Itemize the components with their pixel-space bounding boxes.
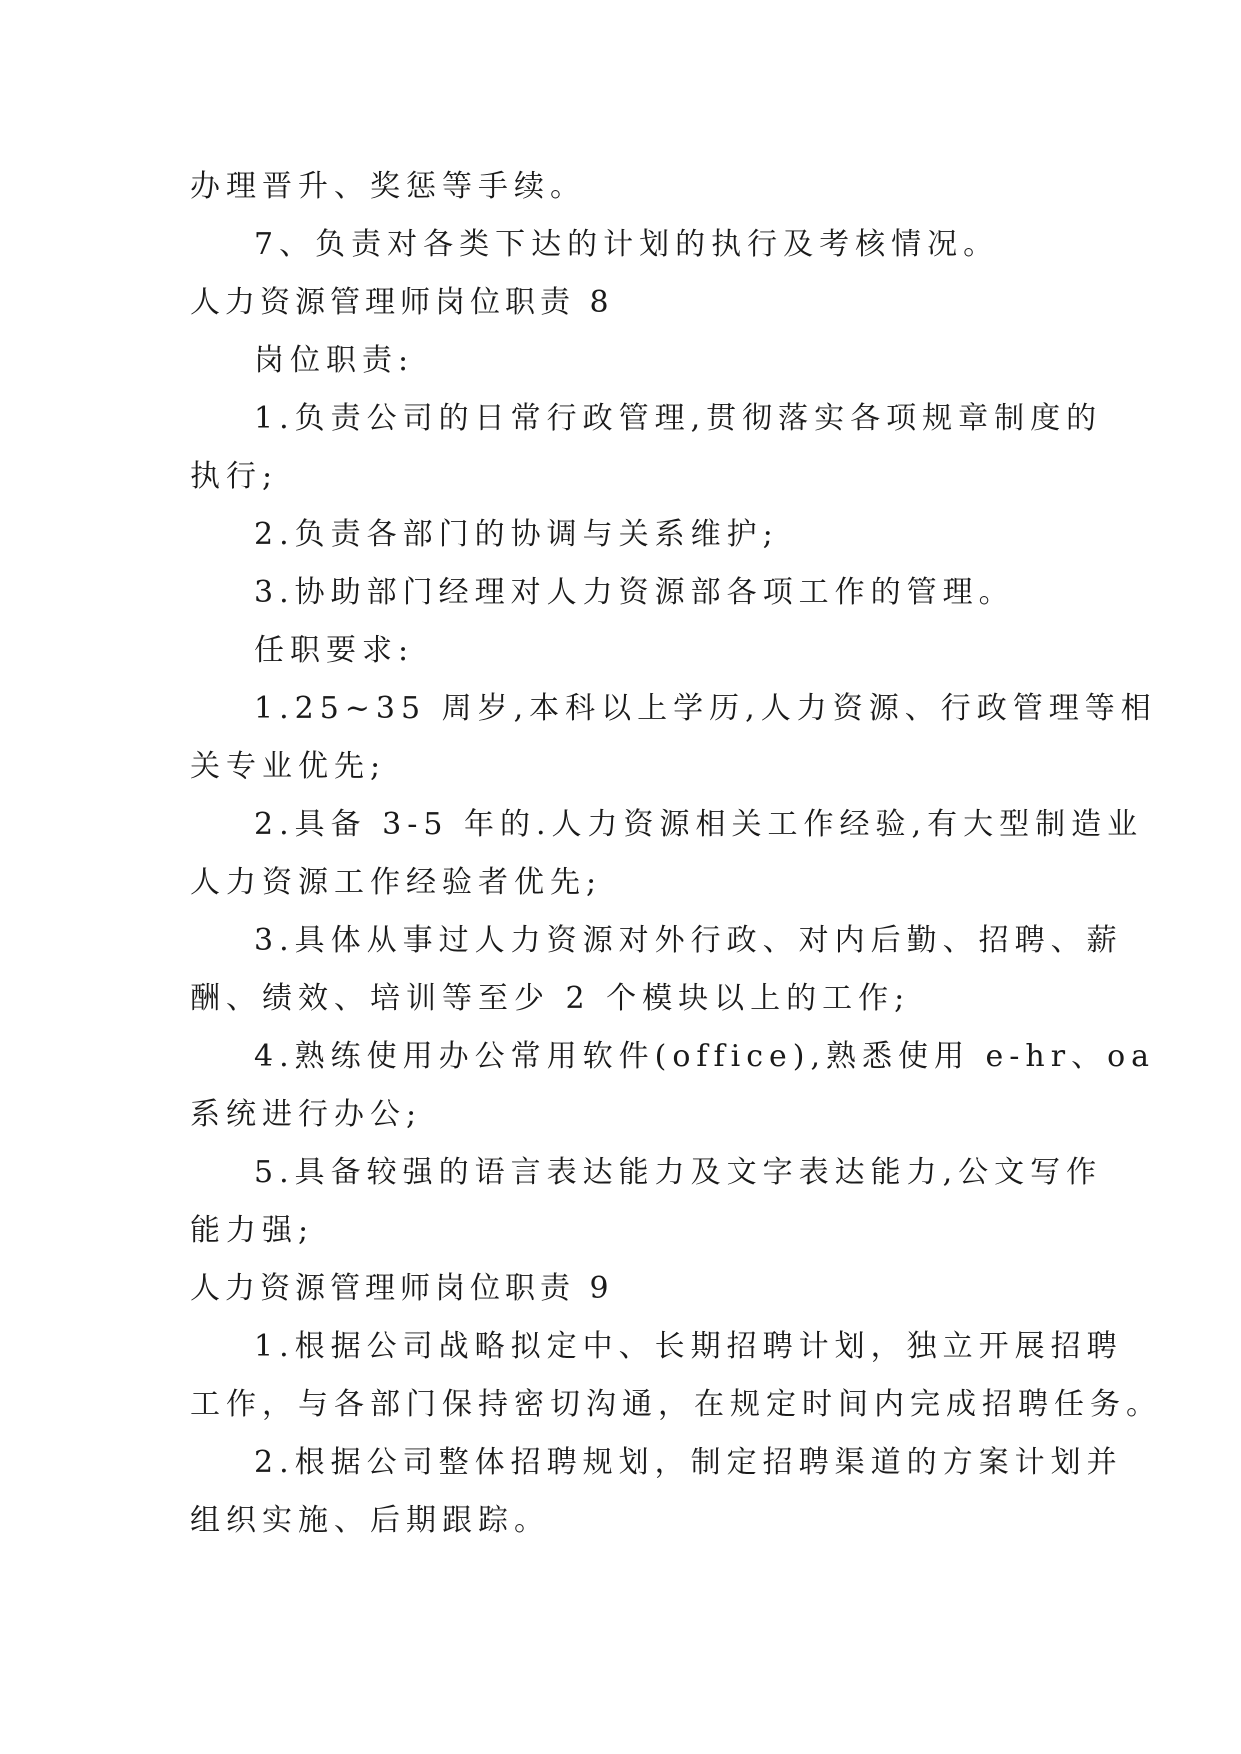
text-line: 3.协助部门经理对人力资源部各项工作的管理。 xyxy=(254,575,1015,610)
section-heading: 人力资源管理师岗位职责 9 xyxy=(190,1271,614,1306)
text-line: 1.根据公司战略拟定中、长期招聘计划，独立开展招聘 xyxy=(254,1329,1123,1364)
text-line: 3.具体从事过人力资源对外行政、对内后勤、招聘、薪 xyxy=(254,923,1123,958)
text-line: 工作，与各部门保持密切沟通，在规定时间内完成招聘任务。 xyxy=(190,1387,1162,1422)
text-line: 2.负责各部门的协调与关系维护; xyxy=(254,517,779,552)
text-line: 组织实施、后期跟踪。 xyxy=(190,1503,550,1538)
text-line: 4.熟练使用办公常用软件(office),熟悉使用 e-hr、oa xyxy=(254,1039,1156,1074)
text-line: 2.具备 3-5 年的.人力资源相关工作经验,有大型制造业 xyxy=(254,807,1144,842)
text-line: 7、负责对各类下达的计划的执行及考核情况。 xyxy=(254,227,1000,262)
document-body xyxy=(190,158,1162,1550)
section-heading: 人力资源管理师岗位职责 8 xyxy=(190,285,614,320)
subheading: 岗位职责: xyxy=(254,343,415,378)
text-line: 1.负责公司的日常行政管理,贯彻落实各项规章制度的 xyxy=(254,401,1103,436)
text-line: 能力强; xyxy=(190,1213,315,1248)
subheading: 任职要求: xyxy=(254,633,415,668)
text-line: 办理晋升、奖惩等手续。 xyxy=(190,169,586,204)
text-line: 1.25~35 周岁,本科以上学历,人力资源、行政管理等相 xyxy=(254,691,1157,726)
text-line: 人力资源工作经验者优先; xyxy=(190,865,603,900)
text-line: 系统进行办公; xyxy=(190,1097,423,1132)
text-line: 2.根据公司整体招聘规划，制定招聘渠道的方案计划并 xyxy=(254,1445,1123,1480)
text-line: 执行; xyxy=(190,459,279,494)
text-line: 关专业优先; xyxy=(190,749,387,784)
text-line: 5.具备较强的语言表达能力及文字表达能力,公文写作 xyxy=(254,1155,1103,1190)
text-line: 酬、绩效、培训等至少 2 个模块以上的工作; xyxy=(190,981,911,1016)
